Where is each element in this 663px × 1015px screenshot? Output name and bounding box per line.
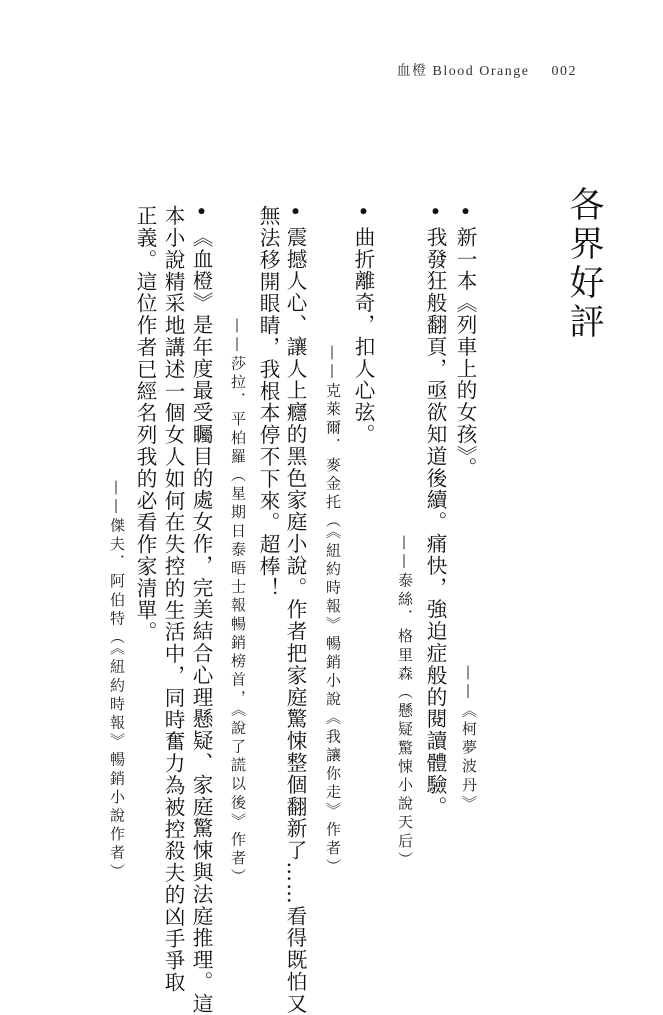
review-1-line-1: • 新一本《列車上的女孩》。	[453, 205, 477, 479]
review-5-line-2: 本小說精采地講述一個女人如何在失控的生活中，同時奮力為被控殺夫的凶手爭取	[161, 205, 185, 994]
review-5-line-3: 正義。這位作者已經名列我的必看作家清單。	[133, 205, 157, 643]
review-5-line-1: • 《血橙》是年度最受矚目的處女作，完美結合心理懸疑、家庭驚悚與法庭推理。這	[189, 205, 213, 1015]
review-5-attribution: ——傑夫．阿伯特（《紐約時報》暢銷小說作者）	[108, 480, 126, 882]
review-2-attribution: ——泰絲．格里森（懸疑驚悚小說天后）	[396, 535, 414, 870]
review-4-line-1: • 震撼人心、讓人上癮的黑色家庭小說。作者把家庭驚悚整個翻新了……看得既怕又	[283, 205, 307, 1015]
book-title: 血橙 Blood Orange	[396, 64, 530, 79]
review-3-line-1: • 曲折離奇，扣人心弦。	[351, 205, 375, 446]
review-4-attribution: ——莎拉．平柏羅（星期日泰晤士報暢銷榜首，《說了謊以後》作者）	[229, 318, 247, 888]
review-4-line-2: 無法移開眼睛，我根本停不下來。超棒！	[256, 205, 280, 600]
review-1-attribution: ——《柯夢波丹》	[460, 665, 478, 814]
page-number: 002	[551, 64, 577, 79]
review-3-attribution: ——克萊爾．麥金托（《紐約時報》暢銷小說《我讓你走》作者）	[324, 345, 342, 877]
review-2-line-1: • 我發狂般翻頁，亟欲知道後續。痛快，強迫症般的閱讀體驗。	[423, 205, 447, 818]
page-header	[397, 60, 577, 80]
section-title: 各界好評	[564, 186, 604, 342]
